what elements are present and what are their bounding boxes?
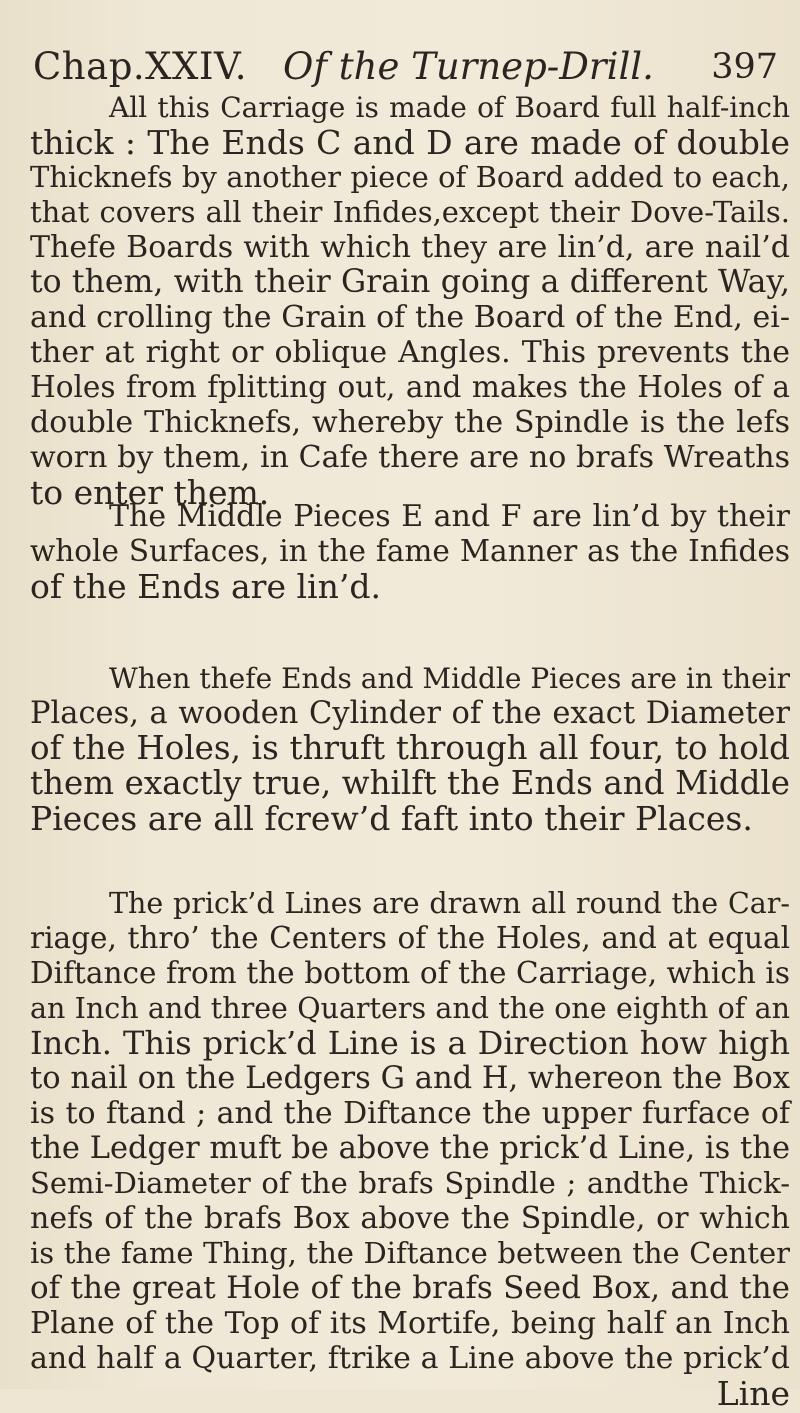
text-line: All this Carriage is made of Board full half-inch bbox=[109, 91, 790, 124]
text-line: whole Surfaces, in the fame Manner as the Infides bbox=[30, 534, 790, 568]
text-line: and crolling the Grain of the Board of the End, ei- bbox=[30, 300, 790, 335]
text-line: is the fame Thing, the Diftance between the Center bbox=[30, 1236, 790, 1270]
running-header bbox=[33, 43, 778, 91]
paragraph-pricked-lines bbox=[30, 886, 790, 1411]
paragraph-carriage bbox=[30, 90, 790, 510]
text-line: When thefe Ends and Middle Pieces are in their bbox=[109, 662, 790, 695]
page-number: 397 bbox=[711, 47, 778, 87]
text-line: Diftance from the bottom of the Carriage, which is bbox=[30, 956, 790, 990]
text-line: ther at right or oblique Angles. This prevents the bbox=[30, 335, 790, 370]
text-line: to enter them. bbox=[30, 473, 270, 512]
text-line: and half a Quarter, ftrike a Line above the prick’d bbox=[30, 1341, 790, 1376]
paragraph-middle-pieces bbox=[30, 499, 790, 604]
text-line: Pieces are all fcrew’d faft into their Places. bbox=[30, 799, 753, 838]
chapter-title: Of the Turnep-Drill. bbox=[283, 45, 654, 88]
text-line: is to ftand ; and the Diftance the upper furface of bbox=[30, 1096, 790, 1131]
text-line: thick : The Ends C and D are made of double bbox=[30, 123, 790, 162]
text-line: double Thicknefs, whereby the Spindle is the lefs bbox=[30, 405, 790, 440]
text-line: Plane of the Top of its Mortife, being half an Inch bbox=[30, 1306, 790, 1341]
text-line: Holes from fplitting out, and makes the Holes of a bbox=[30, 370, 790, 404]
paragraph-cylinder bbox=[30, 661, 790, 836]
chapter-label: Chap.XXIV. bbox=[33, 45, 247, 88]
text-line: Places, a wooden Cylinder of the exact Diameter bbox=[30, 696, 790, 731]
text-line: The Middle Pieces E and F are lin’d by their bbox=[109, 499, 790, 534]
text-line: to them, with their Grain going a different Way, bbox=[30, 264, 790, 300]
text-line: an Inch and three Quarters and the one eighth of an bbox=[30, 992, 790, 1025]
text-line: of the Ends are lin’d. bbox=[30, 567, 381, 606]
text-line: nefs of the brafs Box above the Spindle, or which bbox=[30, 1201, 790, 1236]
text-line: to nail on the Ledgers G and H, whereon the Box bbox=[30, 1061, 790, 1096]
catchword: Line bbox=[716, 1374, 790, 1413]
text-line: Thicknefs by another piece of Board added to each, bbox=[30, 160, 790, 194]
text-line: Thefe Boards with which they are lin’d, are nail’d bbox=[30, 230, 790, 265]
text-line: riage, thro’ the Centers of the Holes, and at equal bbox=[30, 921, 790, 955]
text-line: The prick’d Lines are drawn all round the Car- bbox=[109, 887, 790, 920]
text-line: Inch. This prick’d Line is a Direction how high bbox=[30, 1024, 790, 1062]
text-line: them exactly true, whilft the Ends and Middle bbox=[30, 764, 790, 802]
text-line: the Ledger muft be above the prick’d Line, is the bbox=[30, 1131, 790, 1166]
text-line: of the Holes, is thruft through all four, to hold bbox=[30, 729, 790, 767]
text-line: worn by them, in Cafe there are no brafs Wreaths bbox=[30, 440, 790, 475]
text-line: of the great Hole of the brafs Seed Box, and the bbox=[30, 1270, 790, 1306]
text-line: that covers all their Infides,except their Dove-Tails. bbox=[30, 195, 790, 229]
text-line: Semi-Diameter of the brafs Spindle ; andthe Thick- bbox=[30, 1166, 790, 1200]
